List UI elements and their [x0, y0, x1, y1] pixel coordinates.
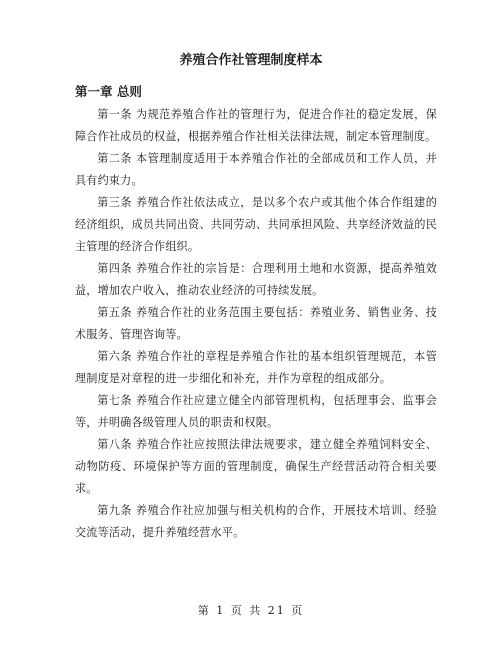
article-8: 第八条 养殖合作社应按照法律法规要求，建立健全养殖饲料安全、动物防疫、环境保护等方面的管理制度，确保生产经营活动符合相关要求。: [75, 438, 437, 495]
document-title: 养殖合作社管理制度样本: [179, 53, 323, 68]
article-6: 第六条 养殖合作社的章程是养殖合作社的基本组织管理规范，本管理制度是对章程的进一步细化和补充，并作为章程的组成部分。: [75, 350, 437, 385]
article-4: 第四条 养殖合作社的宗旨是：合理利用土地和水资源，提高养殖效益，增加农户收入，推动农业经济的可持续发展。: [75, 262, 437, 297]
document-body: [75, 104, 437, 544]
article-5: 第五条 养殖合作社的业务范围主要包括：养殖业务、销售业务、技术服务、管理咨询等。: [75, 306, 437, 341]
article-3: 第三条 养殖合作社依法成立，是以多个农户或其他个体合作组建的经济组织，成员共同出资、共同劳动、共同承担风险、共享经济效益的民主管理的经济合作组织。: [75, 196, 437, 253]
article-7: 第七条 养殖合作社应建立健全内部管理机构，包括理事会、监事会等，并明确各级管理人员的职责和权限。: [75, 394, 437, 429]
article-2: 第二条 本管理制度适用于本养殖合作社的全部成员和工作人员，并具有约束力。: [75, 152, 437, 187]
chapter-heading: 第一章 总则: [75, 84, 142, 99]
article-9: 第九条 养殖合作社应加强与相关机构的合作，开展技术培训、经验交流等活动，提升养殖经营水平。: [75, 504, 437, 539]
page-footer: 第 1 页 共 21 页: [197, 604, 305, 617]
article-1: 第一条 为规范养殖合作社的管理行为，促进合作社的稳定发展，保障合作社成员的权益，根据养殖合作社相关法律法规，制定本管理制度。: [75, 108, 437, 143]
